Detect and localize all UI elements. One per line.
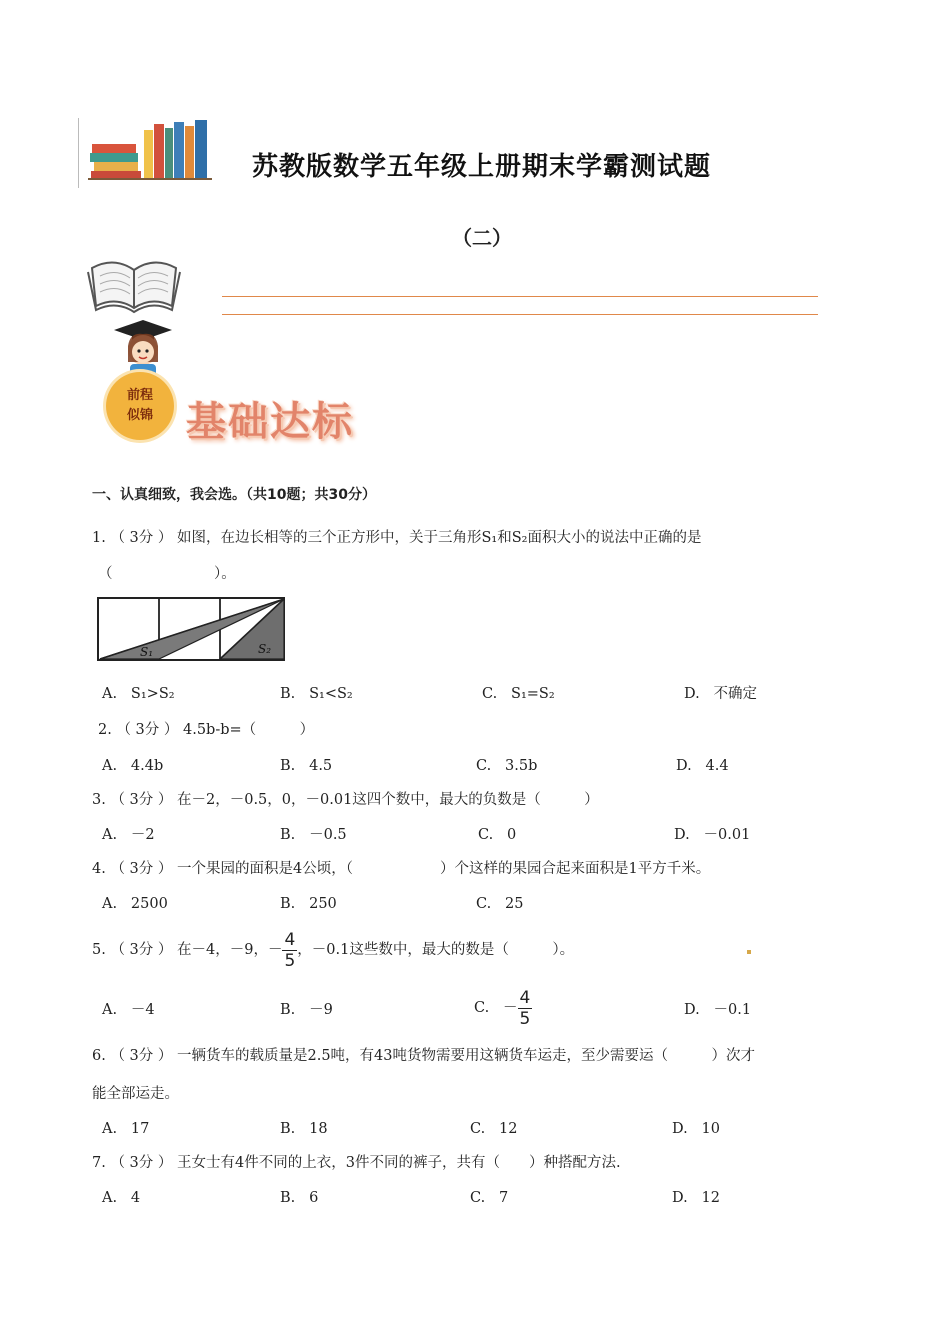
question-1-text: 1. （ 3分 ） 如图，在边长相等的三个正方形中，关于三角形S₁和S₂面积大小的说法中正确的是 <box>92 530 702 546</box>
q1-option-d[interactable]: D. 不确定 <box>684 686 758 702</box>
question-1-blank: （ ）。 <box>98 566 236 582</box>
badge-line-1: 前程 <box>126 388 153 403</box>
q4-option-c[interactable]: C. 25 <box>476 896 524 912</box>
q5-option-c[interactable]: C. － $\frac{4}{5}$ <box>474 987 531 1029</box>
q1-option-b[interactable]: B. S₁<S₂ <box>280 686 353 702</box>
question-7-text: 7. （ 3分 ） 王女士有4件不同的上衣，3件不同的裤子，共有（ ）种搭配方法. <box>92 1155 621 1171</box>
q2-option-d[interactable]: D. 4.4 <box>676 758 729 774</box>
q7-option-a[interactable]: A. 4 <box>102 1190 141 1206</box>
stray-dot <box>747 950 751 954</box>
q2-option-c[interactable]: C. 3.5b <box>476 758 538 774</box>
q3-option-d[interactable]: D. －0.01 <box>674 827 751 843</box>
question-5-text: 5. （ 3分 ） 在－4，－9，－ $\frac{4}{5}$ ，－0.1这些数中，最大的数是（ ）。 <box>92 929 575 971</box>
label-s1: S₁ <box>140 645 154 659</box>
q5-option-a[interactable]: A. －4 <box>102 1002 155 1018</box>
q4-option-a[interactable]: A. 2500 <box>102 896 168 912</box>
q7-option-d[interactable]: D. 12 <box>672 1190 720 1206</box>
q3-option-c[interactable]: C. 0 <box>478 827 517 843</box>
q1-option-a[interactable]: A. S₁>S₂ <box>102 686 175 702</box>
header-divider <box>78 118 79 188</box>
badge-line-2: 似锦 <box>126 408 153 423</box>
open-book-icon <box>84 248 184 318</box>
q7-option-c[interactable]: C. 7 <box>470 1190 509 1206</box>
q2-option-a[interactable]: A. 4.4b <box>102 758 164 774</box>
triangle-figure <box>96 596 286 664</box>
q5-option-c-fraction: $\frac{4}{5}$ <box>519 987 531 1029</box>
badge-circle <box>106 372 174 440</box>
q2-option-b[interactable]: B. 4.5 <box>280 758 333 774</box>
q3-option-a[interactable]: A. －2 <box>102 827 155 843</box>
q5-fraction: $\frac{4}{5}$ <box>284 929 296 971</box>
question-4-text: 4. （ 3分 ） 一个果园的面积是4公顷，（ ）个这样的果园合起来面积是1平方千米。 <box>92 861 711 877</box>
question-2-text: 2. （ 3分 ） 4.5b-b=（ ） <box>98 722 315 738</box>
question-3-text: 3. （ 3分 ） 在－2，－0.5，0，－0.01这四个数中，最大的负数是（ ） <box>92 792 599 808</box>
question-6-text: 6. （ 3分 ） 一辆货车的载质量是2.5吨，有43吨货物需要用这辆货车运走，至少需要运（ ）次才 <box>92 1048 756 1064</box>
section-heading: 一、认真细致，我会选。（共10题；共30分） <box>92 487 376 503</box>
q6-option-d[interactable]: D. 10 <box>672 1121 720 1137</box>
bookshelf-icon <box>88 120 212 180</box>
label-s2: S₂ <box>258 642 272 656</box>
q4-option-b[interactable]: B. 250 <box>280 896 337 912</box>
q6-option-b[interactable]: B. 18 <box>280 1121 328 1137</box>
q1-option-c[interactable]: C. S₁=S₂ <box>482 686 555 702</box>
q6-option-a[interactable]: A. 17 <box>102 1121 150 1137</box>
header-rule-2 <box>222 314 818 315</box>
header-rule-1 <box>222 296 818 297</box>
q7-option-b[interactable]: B. 6 <box>280 1190 319 1206</box>
page-subtitle: （二） <box>452 226 512 250</box>
q6-option-c[interactable]: C. 12 <box>470 1121 518 1137</box>
question-6-text-cont: 能全部运走。 <box>92 1086 179 1102</box>
q5-option-b[interactable]: B. －9 <box>280 1002 333 1018</box>
q5-option-d[interactable]: D. －0.1 <box>684 1002 752 1018</box>
page-title: 苏教版数学五年级上册期末学霸测试题 <box>252 152 712 182</box>
section-banner: 基础达标 <box>186 399 354 445</box>
q3-option-b[interactable]: B. －0.5 <box>280 827 347 843</box>
graduate-character-icon <box>108 318 178 378</box>
